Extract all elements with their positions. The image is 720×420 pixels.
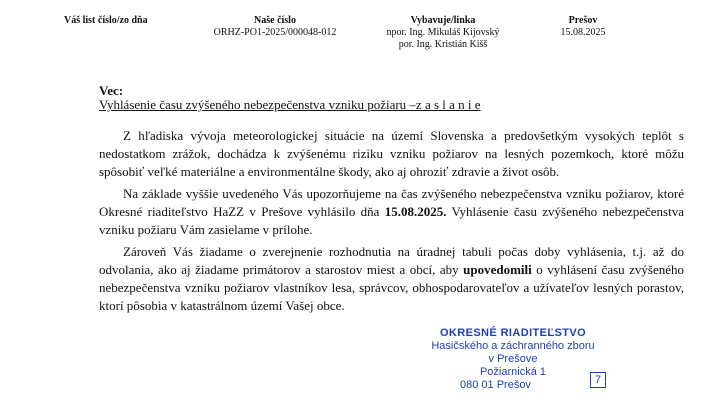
declaration-date: 15.08.2025. xyxy=(384,204,447,219)
stamp-org-name: OKRESNÉ RIADITEĽSTVO xyxy=(439,327,587,339)
your-letter-label: Váš list číslo/zo dňa xyxy=(64,15,148,26)
stamp-street: Požiarnická 1 xyxy=(479,366,547,378)
our-number-value: ORHZ-PO1-2025/000048-012 xyxy=(213,27,337,38)
stamp-postcode: 080 01 Prešov xyxy=(460,379,531,391)
paragraph-2-text-a: Na základe vyššie uvedeného Vás upozorňujeme na čas zvýšeného nebezpečenstva vzniku požiarov, ktoré Okresné riaditeľstvo HaZZ v Prešove vyhlásilo dňa xyxy=(99,186,684,219)
stamp-org-subtitle: Hasičského a záchranného zboru xyxy=(431,340,595,352)
emphasis-upovedomili: upovedomili xyxy=(463,262,532,277)
official-stamp xyxy=(418,327,608,392)
date-value: 15.08.2025 xyxy=(560,27,606,38)
header-your-letter xyxy=(64,15,148,27)
paragraph-2 xyxy=(99,185,684,239)
paragraph-2-text-b: Vyhlásenie času zvýšeného nebezpečenstva vzniku požiaru Vám zasielame v prílohe. xyxy=(99,204,685,237)
paragraph-3-text-a: Zároveň Vás žiadame o zverejnenie rozhodnutia na úradnej tabuli počas doby vyhlásenia, t.j. až do odvolania, ako aj žiadame primátorov a starostov miest a obcí, aby xyxy=(99,244,684,277)
handled-by-label: Vybavuje/linka xyxy=(410,15,476,26)
our-number-label: Naše číslo xyxy=(254,15,296,26)
paragraph-1: Z hľadiska vývoja meteorologickej situácie na území Slovenska a predovšetkým vysokých teplôt s nedostatkom zrážok, dochádza k zvýšenému riziku vzniku požiarov na lesných pozemkoch, ktoré môžu spôsobiť veľké materiálne a environmentálne škody, ako aj ohroziť zdravie a život osôb. xyxy=(99,128,684,179)
subject-label: Vec: xyxy=(99,83,124,98)
header-place-date xyxy=(548,15,618,39)
place-label: Prešov xyxy=(568,15,598,26)
handled-by-name-1: npor. Ing. Mikuláš Kijovský xyxy=(386,27,500,38)
stamp-number-box: 7 xyxy=(590,372,606,388)
paragraph-3-text-b: o vyhlásení času zvýšeného nebezpečenstva vzniku požiarov vlastníkov lesa, správcov, obhospodarovateľov a užívateľov lesných porastov, ktorí pôsobia v katastrálnom území Vašej obce. xyxy=(99,262,685,313)
stamp-city: v Prešove xyxy=(488,353,538,365)
paragraph-3 xyxy=(99,243,684,315)
subject-line: Vyhlásenie času zvýšeného nebezpečenstva vzniku požiaru –z a s l a n i e xyxy=(99,97,481,112)
handled-by-name-2: por. Ing. Kristián Kišš xyxy=(398,39,488,50)
header-our-number xyxy=(200,15,350,39)
header-handled-by xyxy=(368,15,518,51)
